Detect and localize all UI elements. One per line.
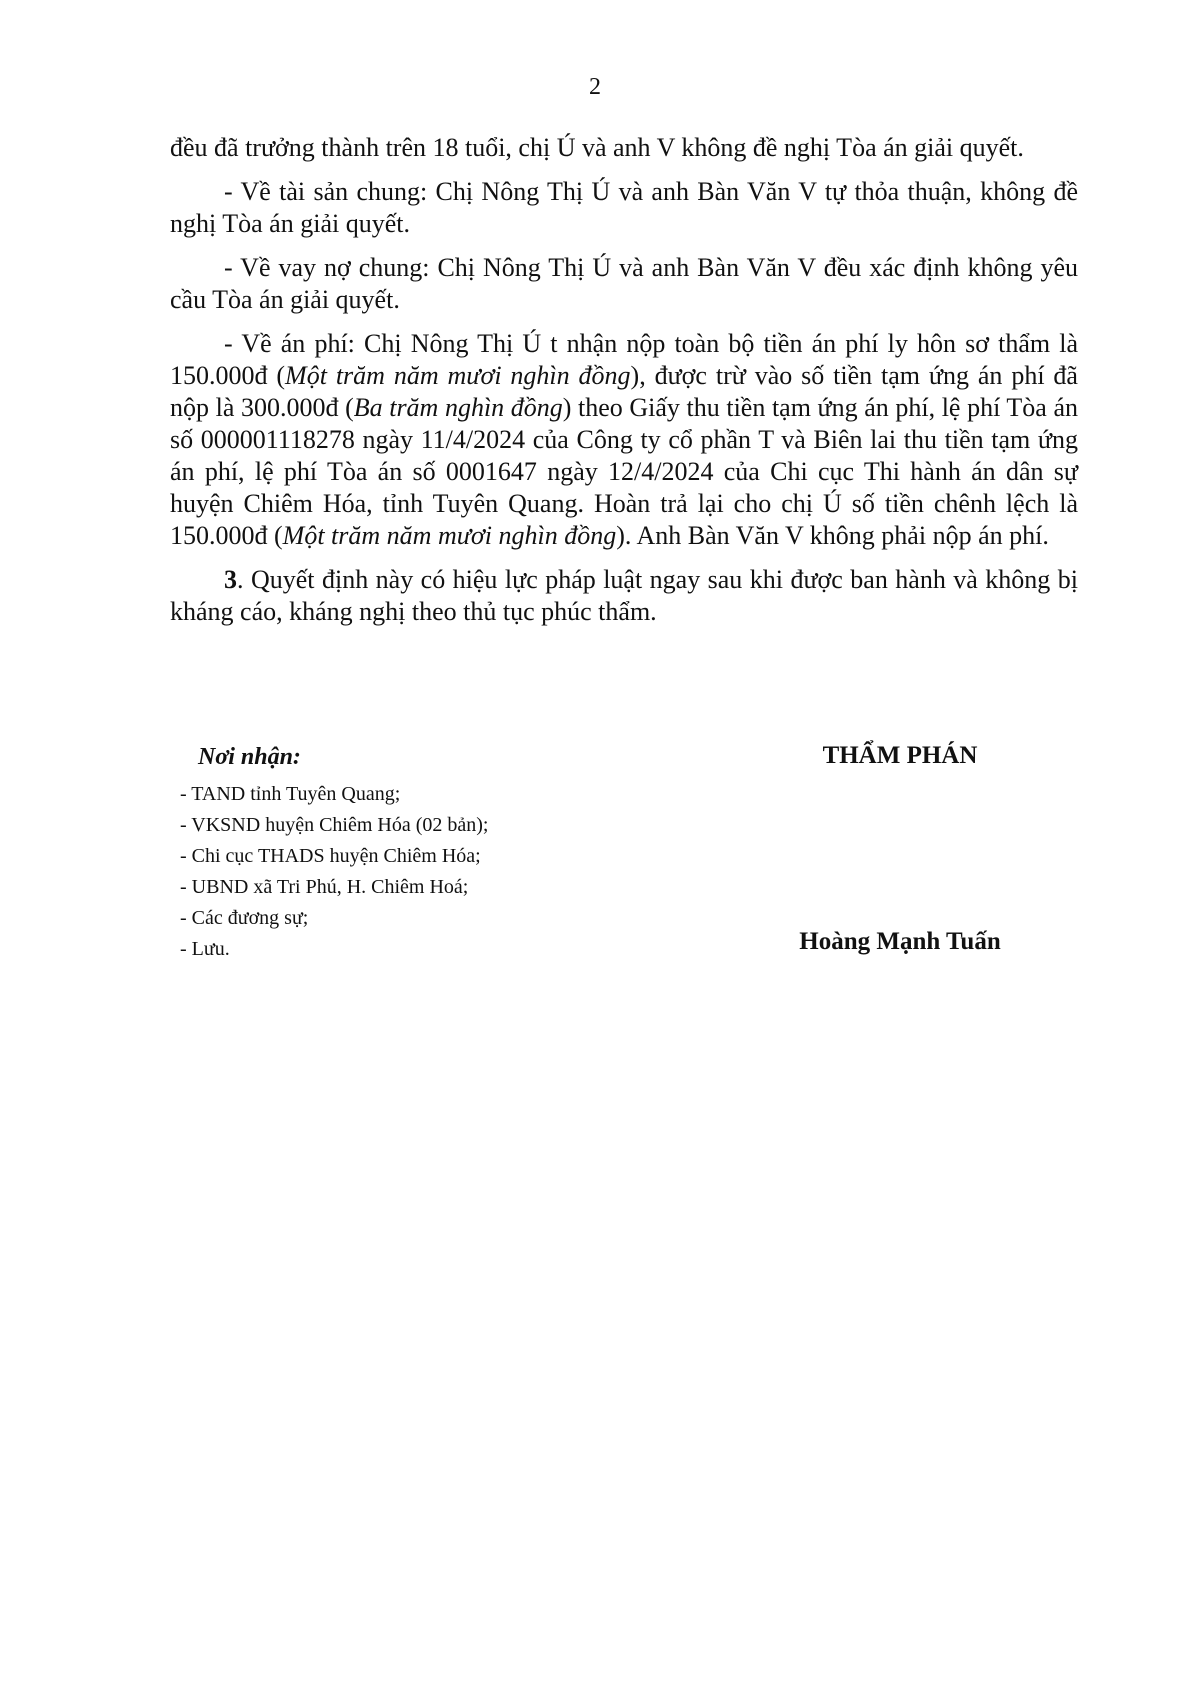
judge-name: Hoàng Mạnh Tuấn — [799, 928, 1001, 955]
clause-text: . Quyết định này có hiệu lực pháp luật ngay sau khi được ban hành và không bị kháng cáo, kháng nghị theo thủ tục phúc thẩm. — [170, 565, 1078, 626]
judge-title: THẨM PHÁN — [822, 742, 978, 769]
court-fees-amount-words-1: Một trăm năm mươi nghìn đồng — [285, 361, 631, 390]
court-fees-text-4: ). Anh Bàn Văn V không phải nộp án phí. — [616, 521, 1049, 550]
recipients-block — [180, 744, 620, 965]
recipient-item: - Chi cục THADS huyện Chiêm Hóa; — [180, 845, 481, 867]
document-body — [170, 132, 1078, 640]
recipient-item: - VKSND huyện Chiêm Hóa (02 bản); — [180, 814, 489, 836]
court-fees-text-3: ) theo Giấy thu tiền tạm ứng án phí, lệ phí Tòa án số 000001118278 ngày 11/4/2024 của Công ty cổ phần T và Biên lai thu tiền tạm ứng án phí, lệ phí Tòa án số 0001647 ngày 12/4/2024 của Chi cục Thi hành án dân sự huyện Chiêm Hóa, tỉnh Tuyên Quang. Hoàn trả lại cho chị Ú số tiền chênh lệch là 150.000đ ( — [170, 393, 1078, 550]
paragraph-common-assets: - Về tài sản chung: Chị Nông Thị Ú và anh Bàn Văn V tự thỏa thuận, không đề nghị Tòa án giải quyết. — [170, 177, 1078, 238]
paragraph-1: đều đã trưởng thành trên 18 tuổi, chị Ú và anh V không đề nghị Tòa án giải quyết. — [170, 133, 1024, 162]
recipient-item: - Các đương sự; — [180, 907, 309, 929]
paragraph-effect — [170, 564, 1078, 628]
paragraph-court-fees — [170, 328, 1078, 552]
page-number: 2 — [589, 74, 601, 100]
recipient-item: - UBND xã Tri Phú, H. Chiêm Hoá; — [180, 876, 469, 898]
court-fees-text-2: ), được trừ vào số tiền tạm ứng án phí đã nộp là 300.000đ ( — [170, 361, 1078, 422]
recipients-title: Nơi nhận: — [198, 744, 301, 770]
court-fees-amount-words-2: Ba trăm nghìn đồng — [353, 393, 563, 422]
clause-number: 3 — [224, 565, 237, 594]
court-fees-text-1: - Về án phí: Chị Nông Thị Ú t nhận nộp toàn bộ tiền án phí ly hôn sơ thẩm là 150.000đ ( — [170, 329, 1078, 390]
recipient-item: - TAND tỉnh Tuyên Quang; — [180, 783, 401, 805]
paragraph-common-debts: - Về vay nợ chung: Chị Nông Thị Ú và anh Bàn Văn V đều xác định không yêu cầu Tòa án giải quyết. — [170, 253, 1078, 314]
recipient-item: - Lưu. — [180, 938, 230, 960]
court-fees-amount-words-3: Một trăm năm mươi nghìn đồng — [282, 521, 617, 550]
recipients-list — [180, 779, 620, 965]
